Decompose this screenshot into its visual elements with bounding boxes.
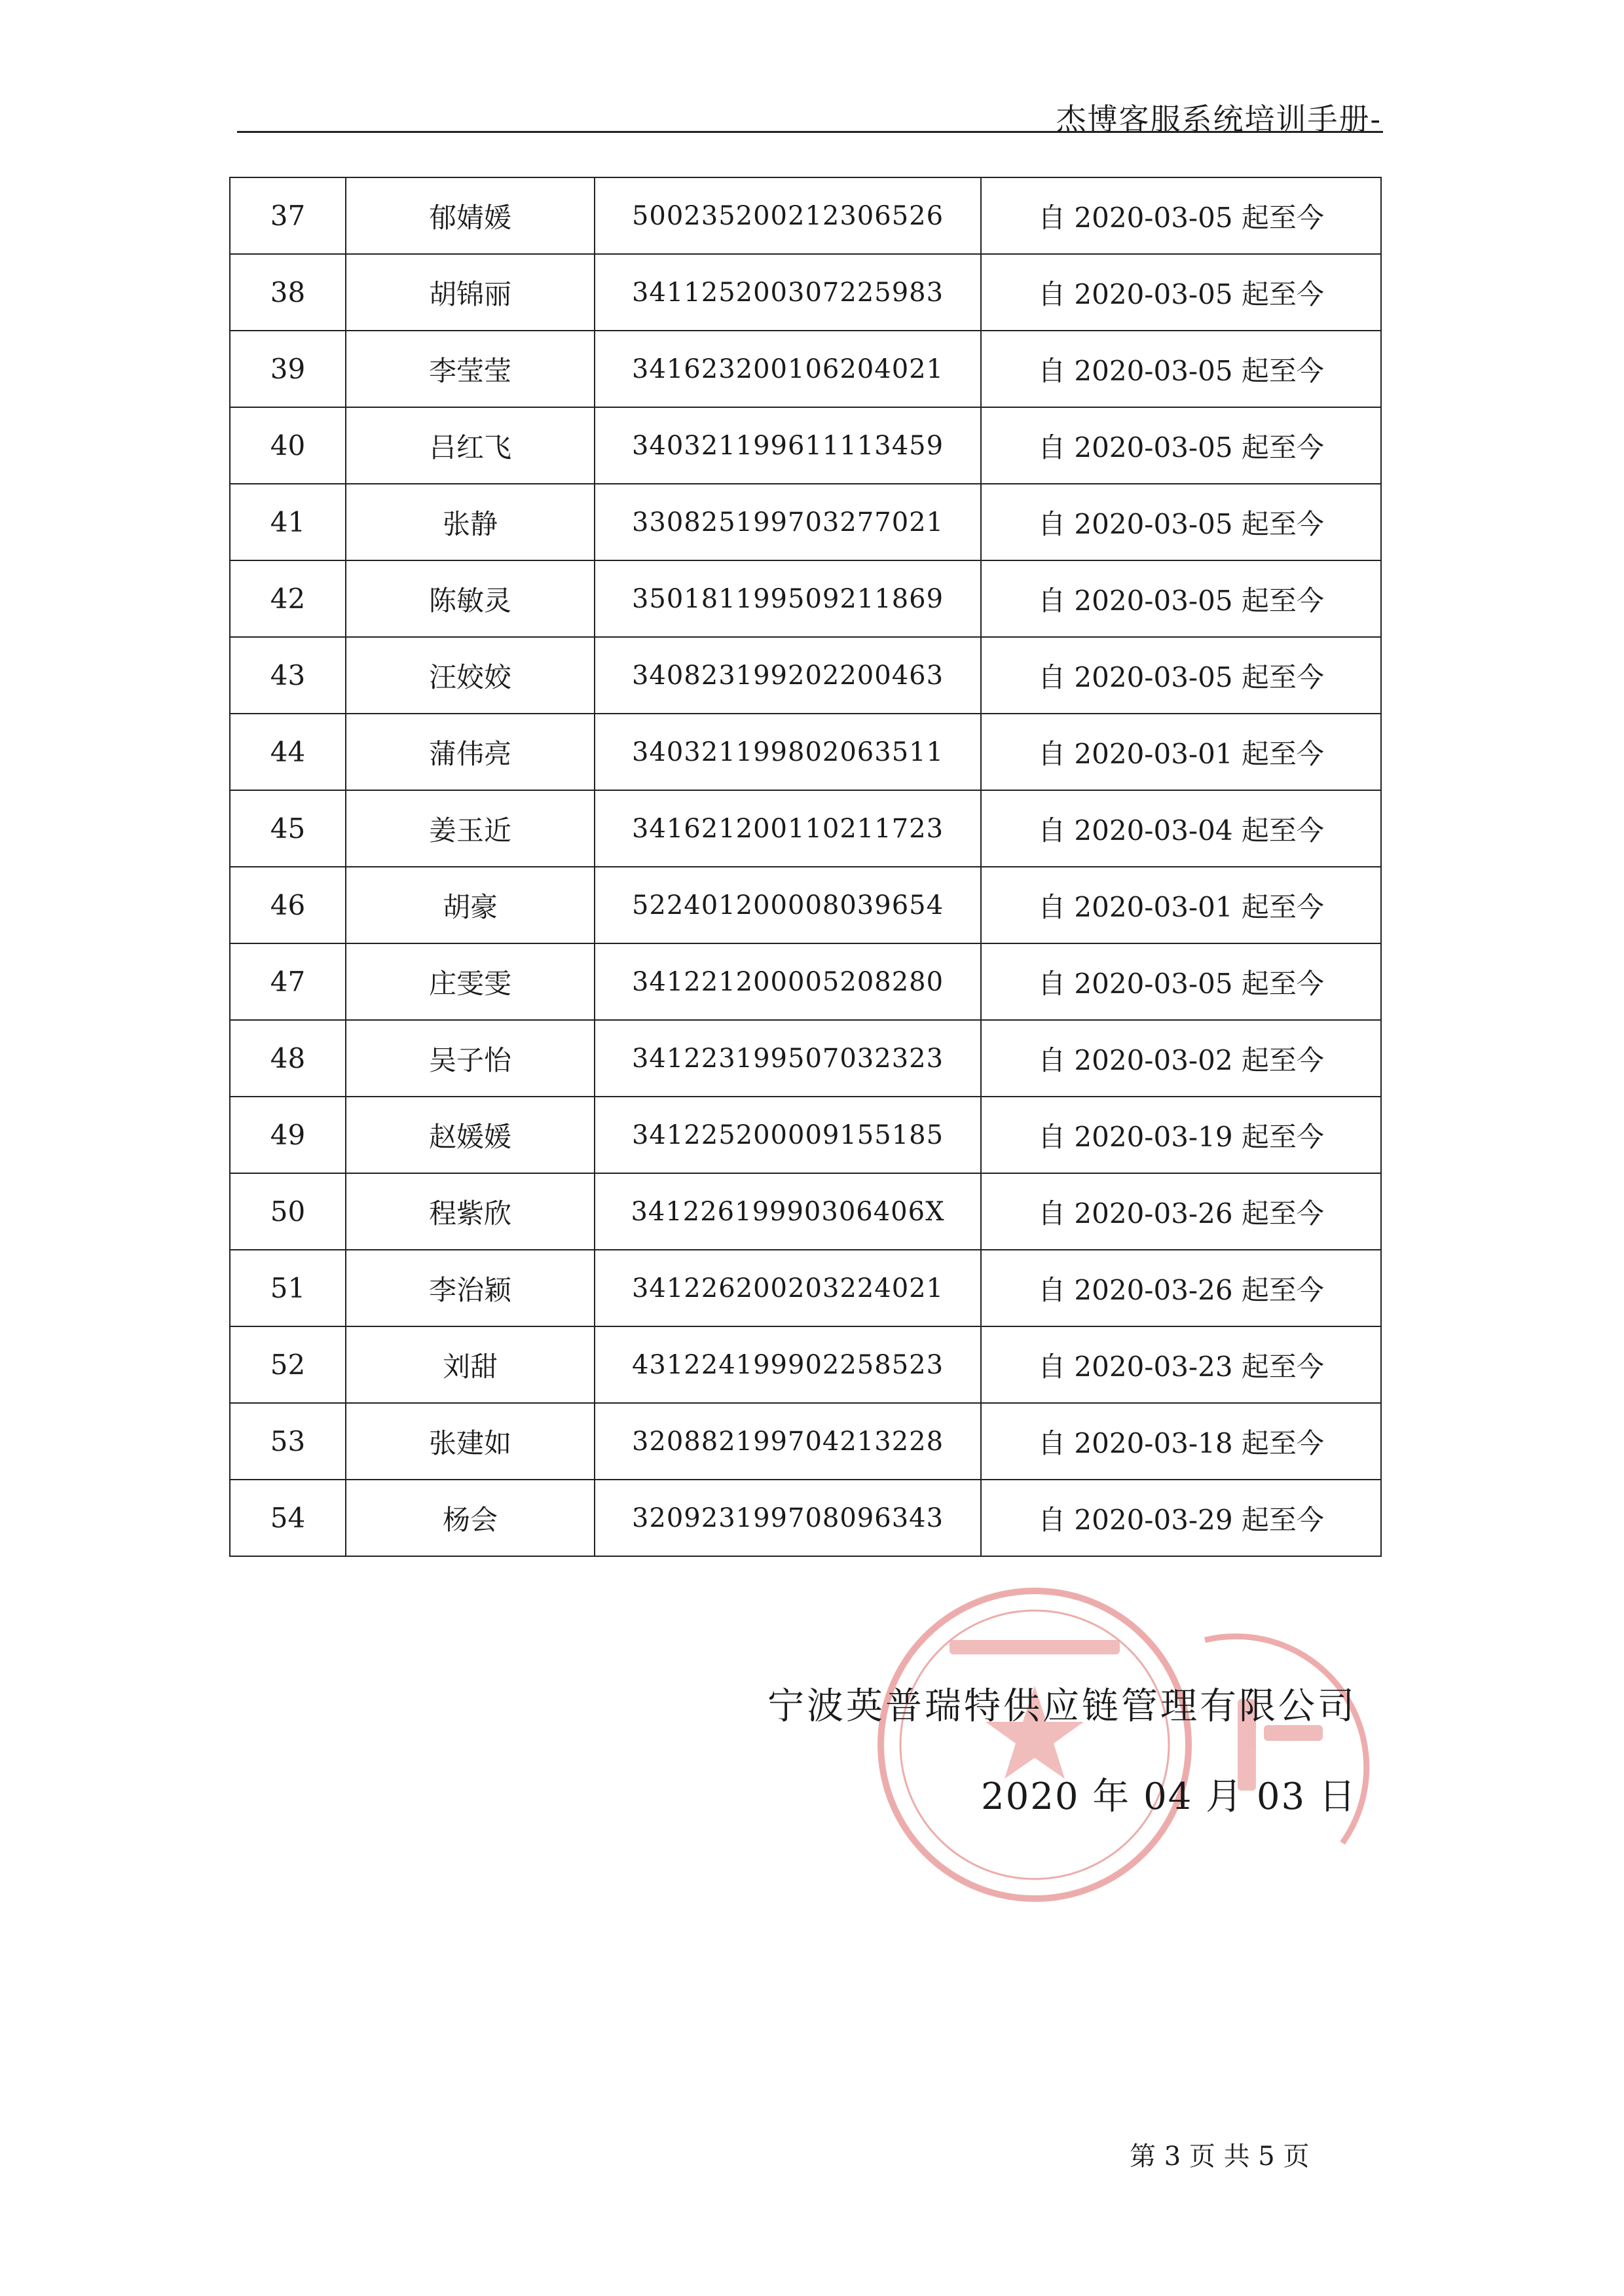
table-row (230, 637, 1381, 714)
employee-name: 陈敏灵 (346, 560, 595, 637)
employment-period: 自 2020-03-04 起至今 (981, 790, 1381, 867)
table-row (230, 1326, 1381, 1403)
row-number: 46 (230, 867, 346, 943)
employee-name: 吕红飞 (346, 407, 595, 484)
employee-name: 庄雯雯 (346, 943, 595, 1020)
row-number: 39 (230, 331, 346, 407)
employee-name: 汪姣姣 (346, 637, 595, 714)
row-number: 49 (230, 1097, 346, 1173)
company-name: 宁波英普瑞特供应链管理有限公司 (767, 1685, 1357, 1728)
employment-period: 自 2020-03-02 起至今 (981, 1020, 1381, 1097)
employment-period: 自 2020-03-05 起至今 (981, 943, 1381, 1020)
employee-name: 姜玉近 (346, 790, 595, 867)
row-number: 47 (230, 943, 346, 1020)
table-row (230, 177, 1381, 254)
employee-name: 蒲伟亮 (346, 714, 595, 790)
table-row (230, 331, 1381, 407)
id-number: 340823199202200463 (595, 637, 981, 714)
employment-period: 自 2020-03-05 起至今 (981, 560, 1381, 637)
row-number: 53 (230, 1403, 346, 1480)
employment-period: 自 2020-03-05 起至今 (981, 637, 1381, 714)
id-number: 500235200212306526 (595, 177, 981, 254)
header-divider (237, 131, 1383, 133)
employment-period: 自 2020-03-19 起至今 (981, 1097, 1381, 1173)
id-number: 341623200106204021 (595, 331, 981, 407)
page-number: 第 3 页 共 5 页 (1130, 2141, 1310, 2172)
row-number: 51 (230, 1250, 346, 1326)
table-row (230, 1020, 1381, 1097)
signature-date: 2020 年 04 月 03 日 (980, 1776, 1357, 1818)
id-number: 341621200110211723 (595, 790, 981, 867)
row-number: 38 (230, 254, 346, 331)
employee-name: 张静 (346, 484, 595, 560)
employee-name: 郁婧媛 (346, 177, 595, 254)
employment-period: 自 2020-03-26 起至今 (981, 1250, 1381, 1326)
employee-name: 李莹莹 (346, 331, 595, 407)
employee-name: 吴子怡 (346, 1020, 595, 1097)
table-row (230, 1250, 1381, 1326)
id-number: 320923199708096343 (595, 1480, 981, 1556)
employee-name: 杨会 (346, 1480, 595, 1556)
table-row (230, 560, 1381, 637)
id-number: 340321199611113459 (595, 407, 981, 484)
id-number: 341225200009155185 (595, 1097, 981, 1173)
table-row (230, 1097, 1381, 1173)
table-row (230, 407, 1381, 484)
id-number: 350181199509211869 (595, 560, 981, 637)
employee-name: 张建如 (346, 1403, 595, 1480)
staff-table-body (230, 177, 1381, 1556)
id-number: 341223199507032323 (595, 1020, 981, 1097)
row-number: 43 (230, 637, 346, 714)
row-number: 45 (230, 790, 346, 867)
table-row (230, 943, 1381, 1020)
table-row (230, 1173, 1381, 1250)
employment-period: 自 2020-03-05 起至今 (981, 177, 1381, 254)
header-title: 杰博客服系统培训手册- (1056, 101, 1382, 137)
employment-period: 自 2020-03-18 起至今 (981, 1403, 1381, 1480)
id-number: 341125200307225983 (595, 254, 981, 331)
company-seal-icon (871, 1568, 1395, 1922)
row-number: 52 (230, 1326, 346, 1403)
employee-name: 刘甜 (346, 1326, 595, 1403)
id-number: 34122619990306406X (595, 1173, 981, 1250)
employment-period: 自 2020-03-23 起至今 (981, 1326, 1381, 1403)
employee-name: 李治颖 (346, 1250, 595, 1326)
table-row (230, 254, 1381, 331)
employee-name: 程紫欣 (346, 1173, 595, 1250)
table-row (230, 714, 1381, 790)
employment-period: 自 2020-03-05 起至今 (981, 484, 1381, 560)
row-number: 54 (230, 1480, 346, 1556)
employee-name: 胡豪 (346, 867, 595, 943)
employment-period: 自 2020-03-05 起至今 (981, 407, 1381, 484)
table-row (230, 1403, 1381, 1480)
employment-period: 自 2020-03-01 起至今 (981, 867, 1381, 943)
id-number: 522401200008039654 (595, 867, 981, 943)
employee-name: 赵媛媛 (346, 1097, 595, 1173)
table-row (230, 1480, 1381, 1556)
row-number: 40 (230, 407, 346, 484)
employment-period: 自 2020-03-05 起至今 (981, 331, 1381, 407)
employee-name: 胡锦丽 (346, 254, 595, 331)
id-number: 330825199703277021 (595, 484, 981, 560)
id-number: 341226200203224021 (595, 1250, 981, 1326)
employment-period: 自 2020-03-26 起至今 (981, 1173, 1381, 1250)
table-row (230, 484, 1381, 560)
row-number: 42 (230, 560, 346, 637)
id-number: 320882199704213228 (595, 1403, 981, 1480)
row-number: 50 (230, 1173, 346, 1250)
table-row (230, 867, 1381, 943)
id-number: 431224199902258523 (595, 1326, 981, 1403)
employment-period: 自 2020-03-29 起至今 (981, 1480, 1381, 1556)
employment-period: 自 2020-03-05 起至今 (981, 254, 1381, 331)
id-number: 340321199802063511 (595, 714, 981, 790)
row-number: 41 (230, 484, 346, 560)
table-row (230, 790, 1381, 867)
employment-period: 自 2020-03-01 起至今 (981, 714, 1381, 790)
row-number: 48 (230, 1020, 346, 1097)
row-number: 37 (230, 177, 346, 254)
id-number: 341221200005208280 (595, 943, 981, 1020)
row-number: 44 (230, 714, 346, 790)
staff-table (229, 177, 1382, 1557)
